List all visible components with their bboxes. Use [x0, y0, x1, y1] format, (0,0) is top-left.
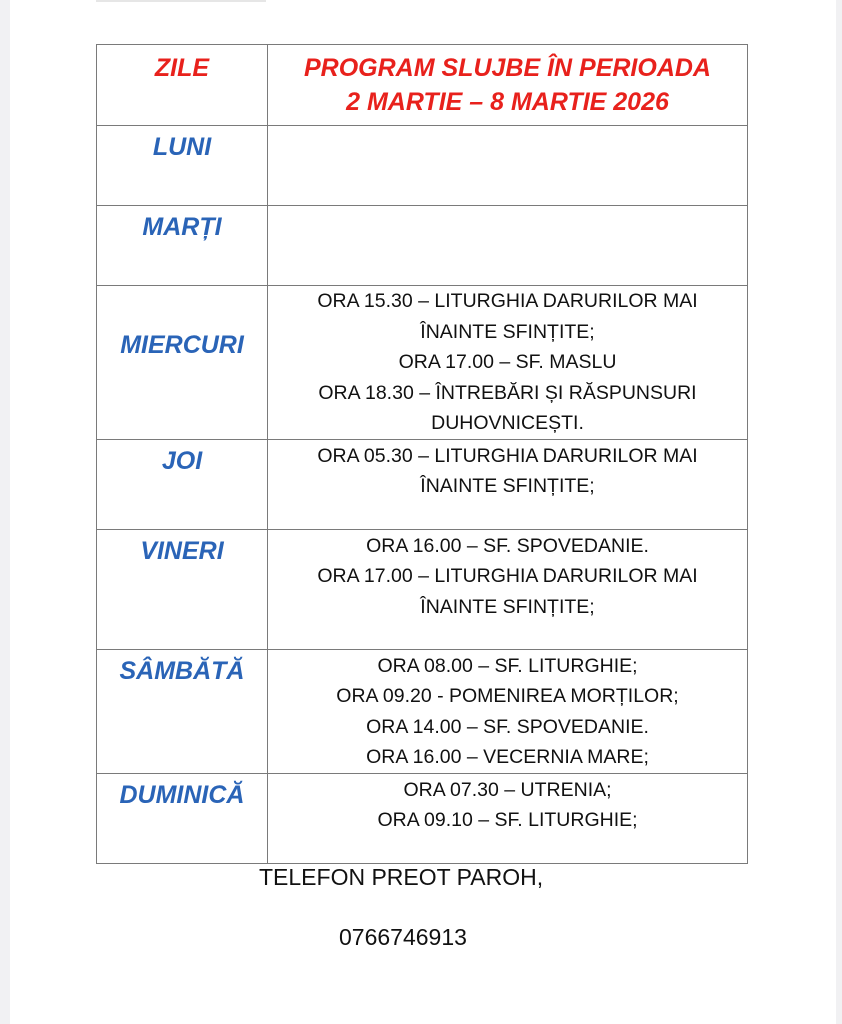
day-column-header: ZILE	[154, 54, 210, 82]
day-label-marti: MARȚI	[142, 213, 222, 241]
day-cell	[97, 126, 268, 206]
day-cell	[97, 649, 268, 773]
program-cell	[268, 439, 748, 529]
program-line: ORA 09.10 – SF. LITURGHIE;	[377, 809, 638, 831]
table-row	[97, 529, 748, 649]
schedule-table	[96, 44, 748, 864]
program-line: ORA 08.00 – SF. LITURGHIE;	[377, 654, 638, 677]
day-column-header-cell	[97, 45, 268, 126]
program-header-cell	[268, 45, 748, 126]
program-line: ÎNAINTE SFINȚITE;	[420, 475, 595, 497]
program-line: DUHOVNICEȘTI.	[431, 412, 584, 434]
day-label-joi: JOI	[161, 446, 203, 475]
program-line: ÎNAINTE SFINȚITE;	[420, 595, 595, 618]
day-label-sambata: SÂMBĂTĂ	[119, 656, 245, 685]
program-line: ORA 15.30 – LITURGHIA DARURILOR MAI	[317, 290, 698, 312]
header-row	[97, 45, 748, 126]
program-cell	[268, 529, 748, 649]
program-header-line2: 2 MARTIE – 8 MARTIE 2026	[346, 88, 669, 116]
program-cell	[268, 126, 748, 206]
table-row	[97, 773, 748, 863]
program-cell	[268, 286, 748, 440]
table-row	[97, 126, 748, 206]
table-row	[97, 286, 748, 440]
program-header-line1: PROGRAM SLUJBE ÎN PERIOADA	[304, 54, 711, 82]
program-cell	[268, 649, 748, 773]
phone-label: TELEFON PREOT PAROH,	[259, 864, 544, 890]
phone-number: 0766746913	[339, 924, 467, 950]
program-line: ORA 18.30 – ÎNTREBĂRI ȘI RĂSPUNSURI	[318, 381, 697, 404]
program-line: ORA 16.00 – SF. SPOVEDANIE.	[366, 534, 649, 557]
program-line: ORA 05.30 – LITURGHIA DARURILOR MAI	[317, 444, 698, 467]
program-line: ORA 14.00 – SF. SPOVEDANIE.	[366, 715, 649, 738]
program-line: ORA 09.20 - POMENIREA MORȚILOR;	[336, 685, 679, 707]
program-line: ORA 16.00 – VECERNIA MARE;	[366, 746, 649, 768]
day-label-vineri: VINERI	[140, 536, 224, 565]
day-cell	[97, 286, 268, 440]
program-line: ORA 07.30 – UTRENIA;	[403, 778, 612, 801]
table-row	[97, 206, 748, 286]
program-line: ORA 17.00 – LITURGHIA DARURILOR MAI	[317, 565, 698, 587]
day-cell	[97, 773, 268, 863]
day-label-luni: LUNI	[152, 133, 212, 161]
program-line: ORA 17.00 – SF. MASLU	[398, 351, 617, 373]
top-divider	[96, 0, 266, 2]
program-cell	[268, 773, 748, 863]
table-row	[97, 439, 748, 529]
day-label-miercuri: MIERCURI	[120, 331, 244, 359]
day-cell	[97, 529, 268, 649]
program-cell	[268, 206, 748, 286]
program-line: ÎNAINTE SFINȚITE;	[420, 320, 595, 343]
day-cell	[97, 439, 268, 529]
day-label-duminica: DUMINICĂ	[119, 780, 245, 809]
day-cell	[97, 206, 268, 286]
table-row	[97, 649, 748, 773]
